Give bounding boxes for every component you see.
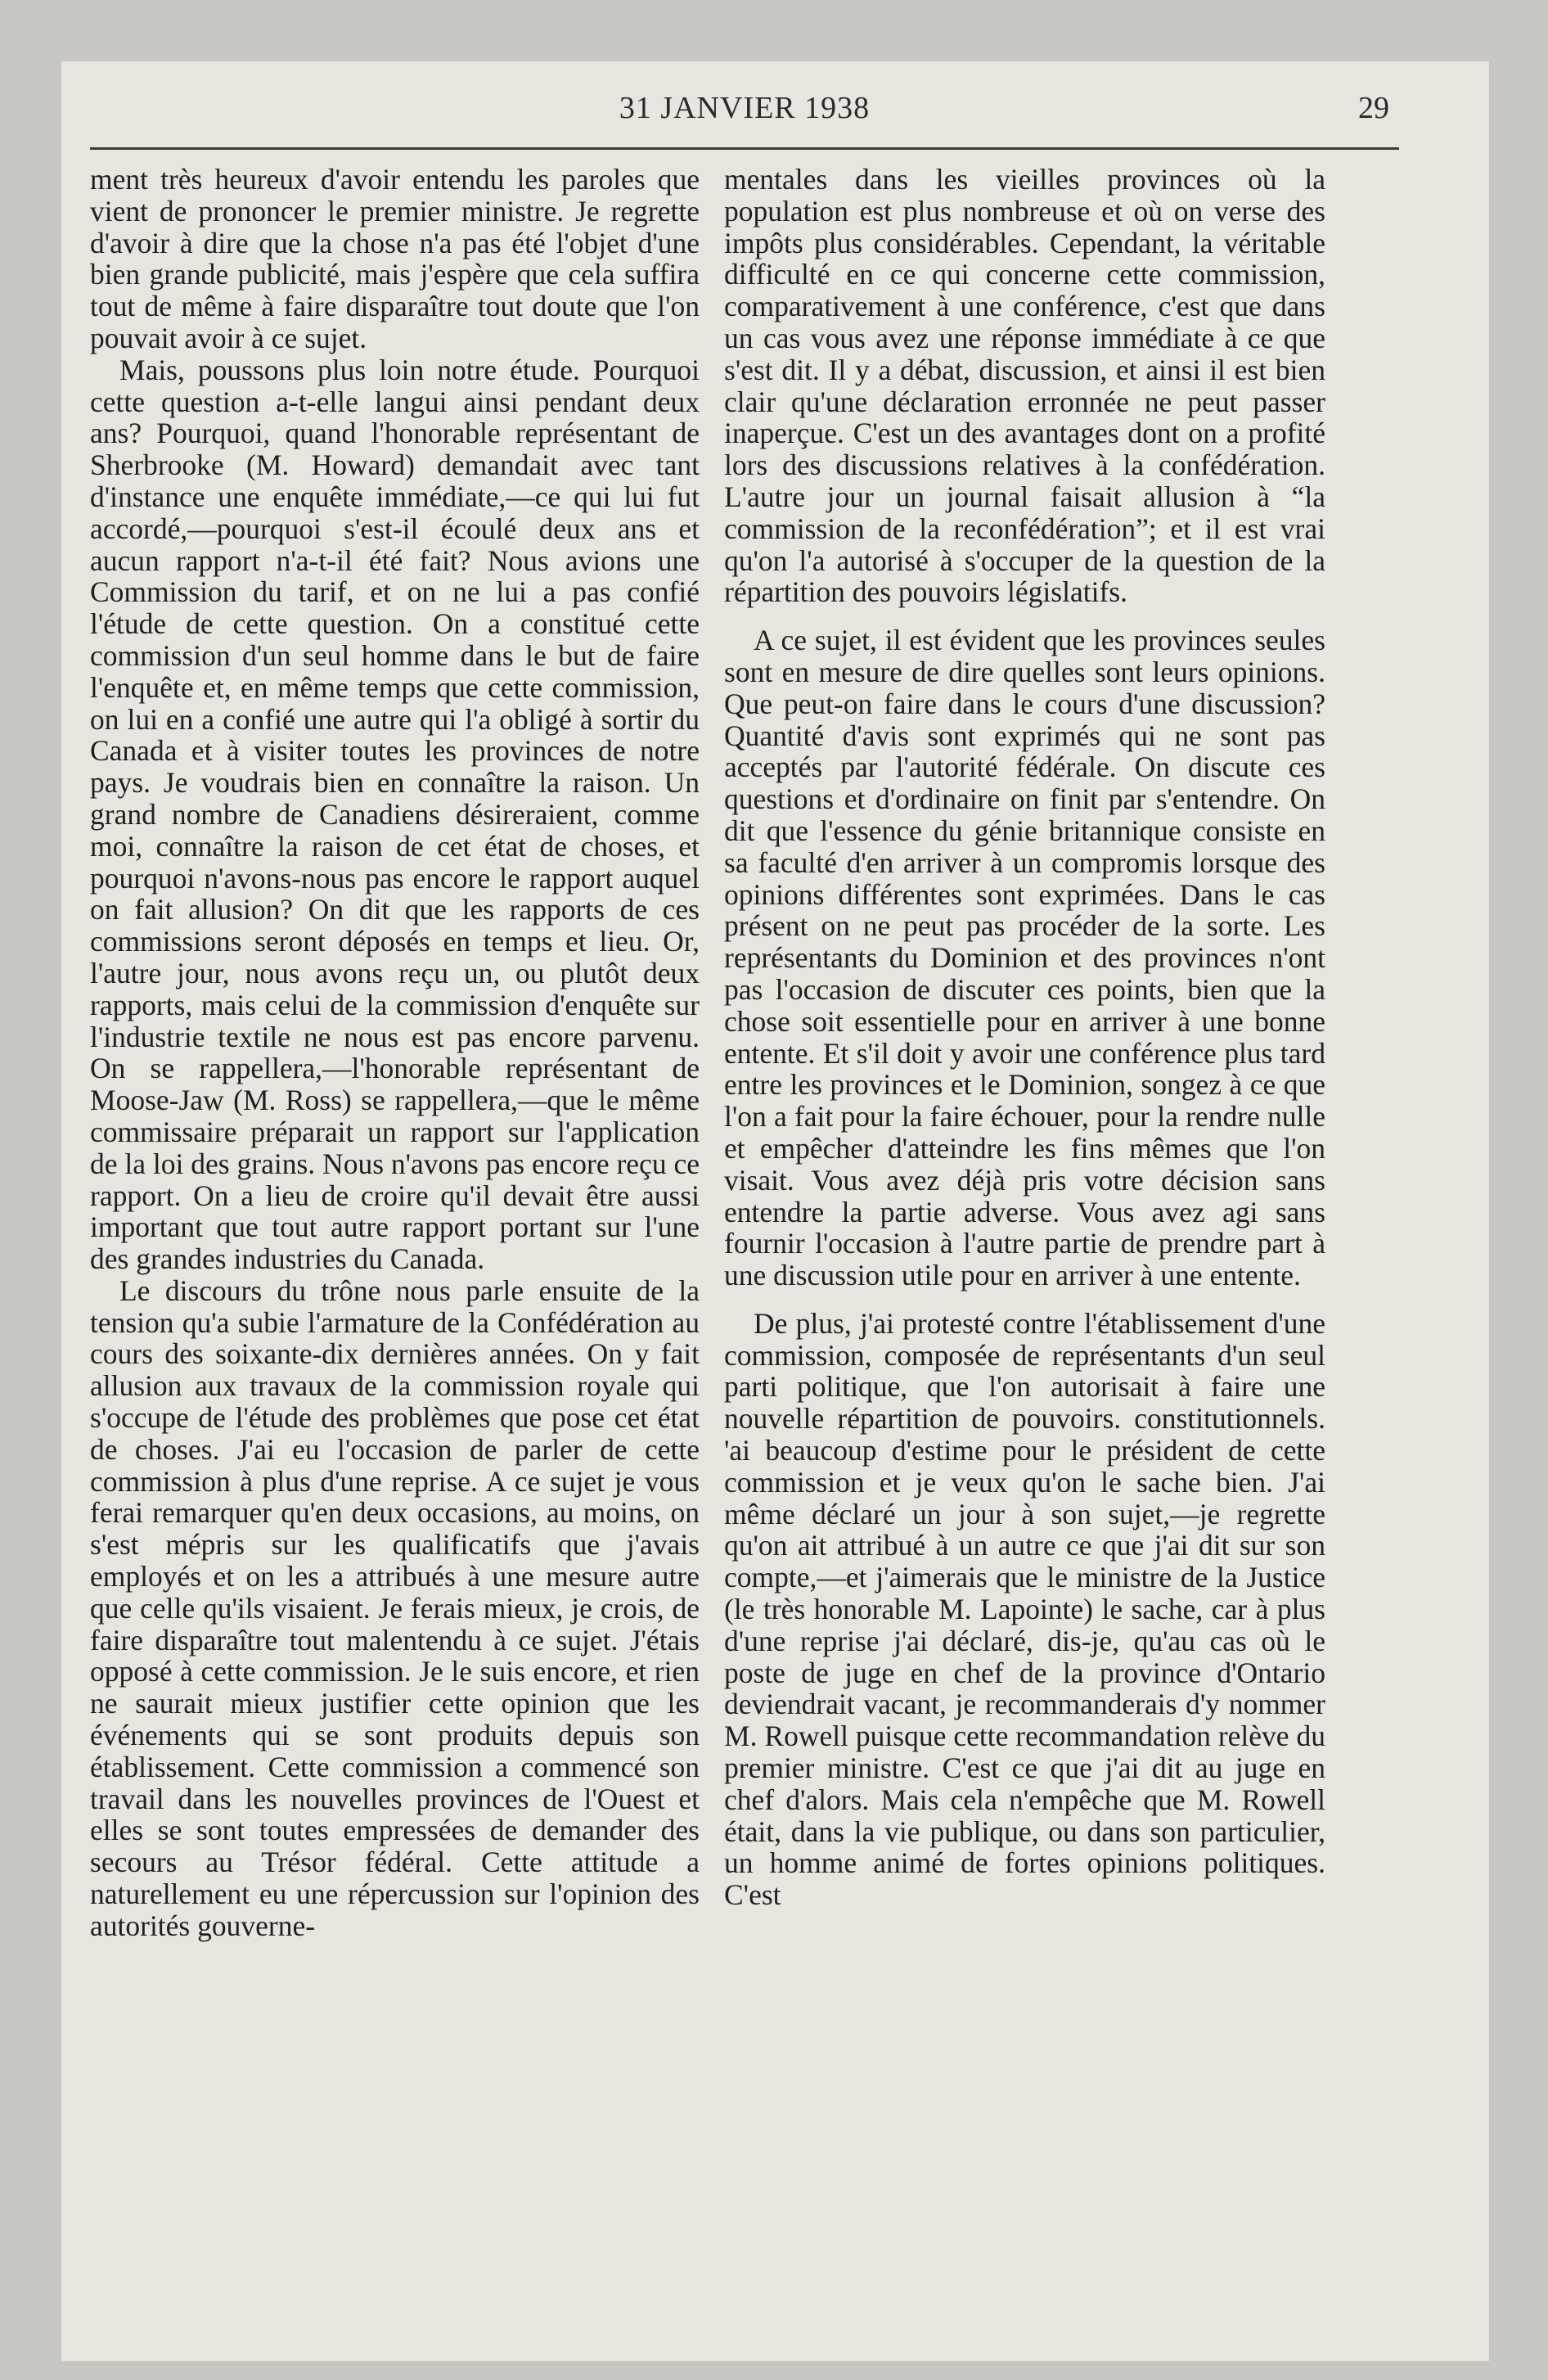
- left-column: [90, 164, 700, 1942]
- header-rule: [90, 147, 1399, 150]
- paragraph: De plus, j'ai protesté contre l'établissement d'une commission, composée de représentants d'un seul parti politique, que l'on autorisait à faire une nouvelle répartition de pouvoirs. constitutionnels. 'ai beaucoup d'estime pour le président de cette commission et je veux qu'on le sache bien. J'ai même déclaré un jour à son sujet,—je regrette qu'on ait attribué à un autre ce que j'ai dit sur son compte,—et j'aimerais que le ministre de la Justice (le très honorable M. Lapointe) le sache, car à plus d'une reprise j'ai déclaré, dis-je, qu'au cas où le poste de juge en chef de la province d'Ontario deviendrait vacant, je recommanderais d'y nommer M. Rowell puisque cette recommandation relève du premier ministre. C'est ce que j'ai dit au juge en chef d'alors. Mais cela n'empêche que M. Rowell était, dans la vie publique, ou dans son particulier, un homme animé de fortes opinions politiques. C'est: [724, 1306, 1325, 1912]
- paragraph: A ce sujet, il est évident que les provinces seules sont en mesure de dire quelles sont leurs opinions. Que peut-on faire dans le cours d'une discussion? Quantité d'avis sont exprimés qui ne sont pas acceptés par l'autorité fédérale. On discute ces questions et d'ordinaire on finit par s'entendre. On dit que l'essence du génie britannique consiste en sa faculté d'en arriver à un compromis lorsque des opinions différentes sont exprimées. Dans le cas présent on ne peut pas procéder de la sorte. Les représentants du Dominion et des provinces n'ont pas l'occasion de discuter ces points, bien que la chose soit essentielle pour en arriver à une bonne entente. Et s'il doit y avoir une conférence plus tard entre les provinces et le Dominion, songez à ce que l'on a fait pour la faire échouer, pour la rendre nulle et empêcher d'atteindre les fins mêmes que l'on visait. Vous avez déjà pris votre décision sans entendre la partie adverse. Vous avez agi sans fournir l'occasion à l'autre partie de prendre part à une discussion utile pour en arriver à une entente.: [724, 624, 1325, 1292]
- paragraph: Le discours du trône nous parle ensuite de la tension qu'a subie l'armature de la Confédération au cours des soixante-dix dernières années. On y fait allusion aux travaux de la commission royale qui s'occupe de l'étude des problèmes que pose cet état de choses. J'ai eu l'occasion de parler de cette commission à plus d'une reprise. A ce sujet je vous ferai remarquer qu'en deux occasions, au moins, on s'est mépris sur les qualificatifs que j'avais employés et on les a attribués à une mesure autre que celle qu'ils visaient. Je ferais mieux, je crois, de faire disparaître tout malentendu à ce sujet. J'étais opposé à cette commission. Je le suis encore, et rien ne saurait mieux justifier cette opinion que les événements qui se sont produits depuis son établissement. Cette commission a commencé son travail dans les nouvelles provinces de l'Ouest et elles se sont toutes empressées de demander des secours au Trésor fédéral. Cette attitude a naturellement eu une répercussion sur l'opinion des autorités gouverne-: [90, 1273, 700, 1942]
- right-column: [724, 164, 1325, 1911]
- paragraph: ment très heureux d'avoir entendu les paroles que vient de prononcer le premier ministre. Je regrette d'avoir à dire que la chose n'a pas été l'objet d'une bien grande publicité, mais j'espère que cela suffira tout de même à faire disparaître tout doute que l'on pouvait avoir à ce sujet.: [90, 163, 700, 354]
- header-date: 31 JANVIER 1938: [619, 91, 871, 125]
- page-header: [90, 90, 1399, 139]
- page-number: 29: [1358, 91, 1389, 125]
- paragraph: mentales dans les vieilles provinces où la population est plus nombreuse et où on verse des impôts plus considérables. Cependant, la véritable difficulté en ce qui concerne cette commission, comparativement à une conférence, c'est que dans un cas vous avez une réponse immédiate à ce que s'est dit. Il y a débat, discussion, et ainsi il est bien clair qu'une déclaration erronnée ne peut passer inaperçue. C'est un des avantages dont on a profité lors des discussions relatives à la confédération. L'autre jour un journal faisait allusion à “la commission de la reconfédération”; et il est vrai qu'on l'a autorisé à s'occuper de la question de la répartition des pouvoirs législatifs.: [724, 163, 1325, 609]
- paragraph: Mais, poussons plus loin notre étude. Pourquoi cette question a-t-elle langui ainsi pendant deux ans? Pourquoi, quand l'honorable représentant de Sherbrooke (M. Howard) demandait avec tant d'instance une enquête immédiate,—ce qui lui fut accordé,—pourquoi s'est-il écoulé deux ans et aucun rapport n'a-t-il été fait? Nous avions une Commission du tarif, et on ne lui a pas confié l'étude de cette question. On a constitué cette commission d'un seul homme dans le but de faire l'enquête et, en même temps que cette commission, on lui en a confié une autre qui l'a obligé à sortir du Canada et à visiter toutes les provinces de notre pays. Je voudrais bien en connaître la raison. Un grand nombre de Canadiens désireraient, comme moi, connaître la raison de cet état de choses, et pourquoi n'avons-nous pas encore le rapport auquel on fait allusion? On dit que les rapports de ces commissions seront déposés en temps et lieu. Or, l'autre jour, nous avons reçu un, ou plutôt deux rapports, mais celui de la commission d'enquête sur l'industrie textile ne nous est pas encore parvenu. On se rappellera,—l'honorable représentant de Moose-Jaw (M. Ross) se rappellera,—que le même commissaire préparait un rapport sur l'application de la loi des grains. Nous n'avons pas encore reçu ce rapport. On a lieu de croire qu'il devait être aussi important que tout autre rapport portant sur l'une des grandes industries du Canada.: [90, 353, 700, 1276]
